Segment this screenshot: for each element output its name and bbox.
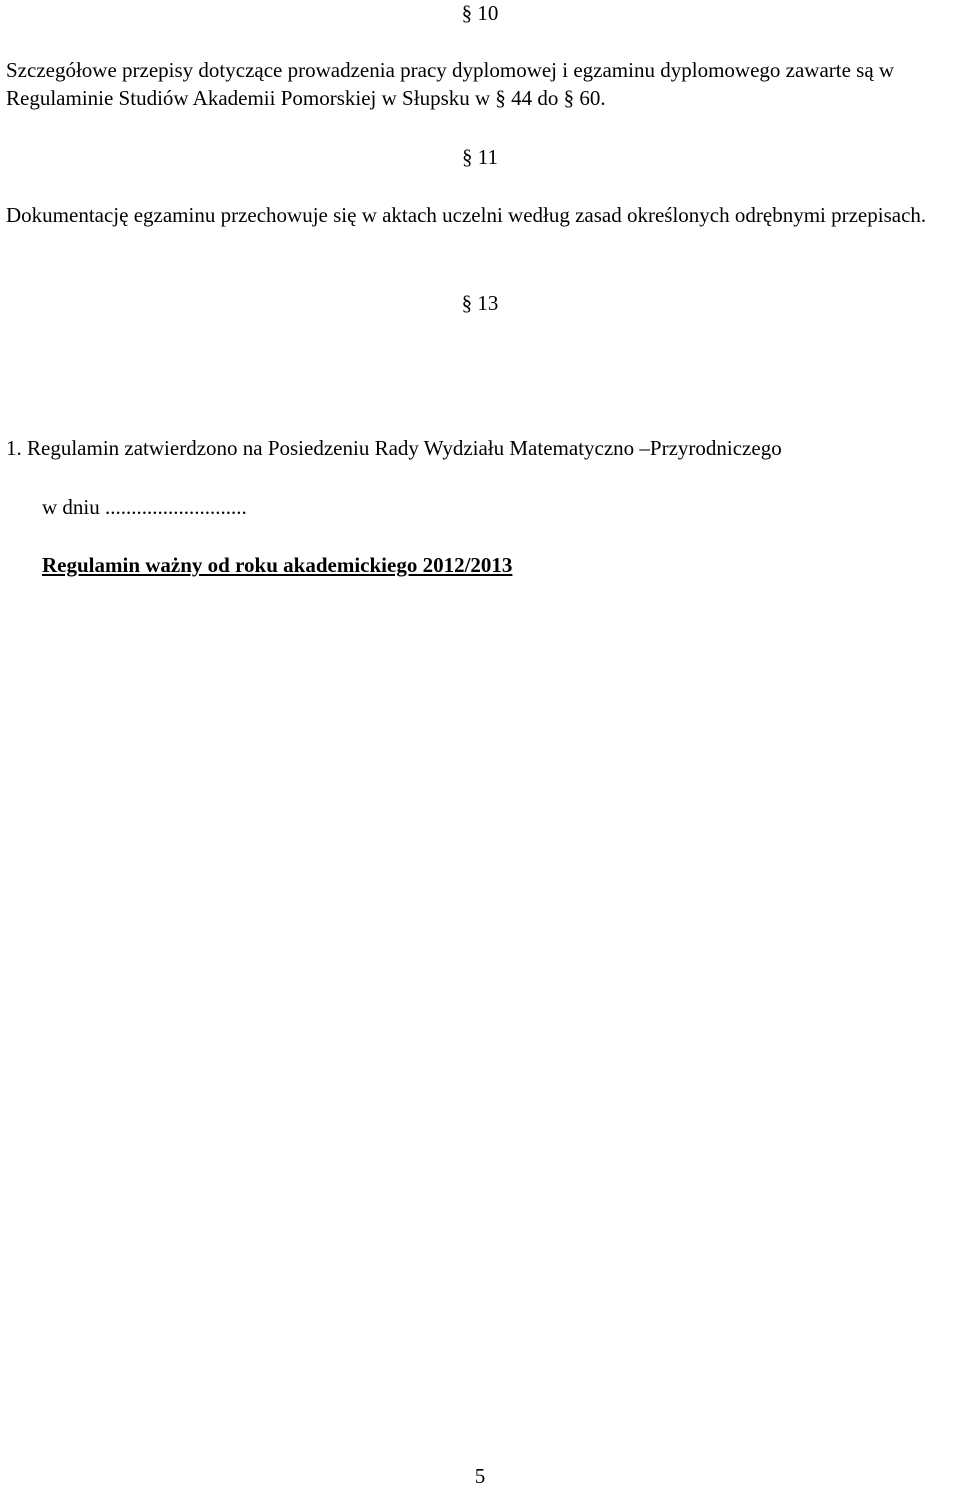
section-13-item-1-line-1: 1. Regulamin zatwierdzono na Posiedzeniu Rady Wydziału Matematyczno –Przyrodniczego	[6, 436, 782, 460]
section-11-heading: § 11	[462, 145, 498, 169]
page-number: 5	[474, 1464, 486, 1488]
section-13-item-1-line-2: w dniu ...........................	[42, 495, 247, 519]
section-11-text: Dokumentację egzaminu przechowuje się w aktach uczelni według zasad określonych odrębnymi przepisach.	[6, 203, 927, 227]
section-13-heading: § 13	[461, 291, 499, 315]
section-10-text: Szczegółowe przepisy dotyczące prowadzenia pracy dyplomowej i egzaminu dyplomowego zawarte są w Regulaminie Studiów Akademii Pomorskiej w Słupsku w § 44 do § 60.	[6, 58, 895, 110]
section-10-heading: § 10	[461, 1, 499, 25]
regulation-validity-note: Regulamin ważny od roku akademickiego 2012/2013	[42, 553, 513, 577]
